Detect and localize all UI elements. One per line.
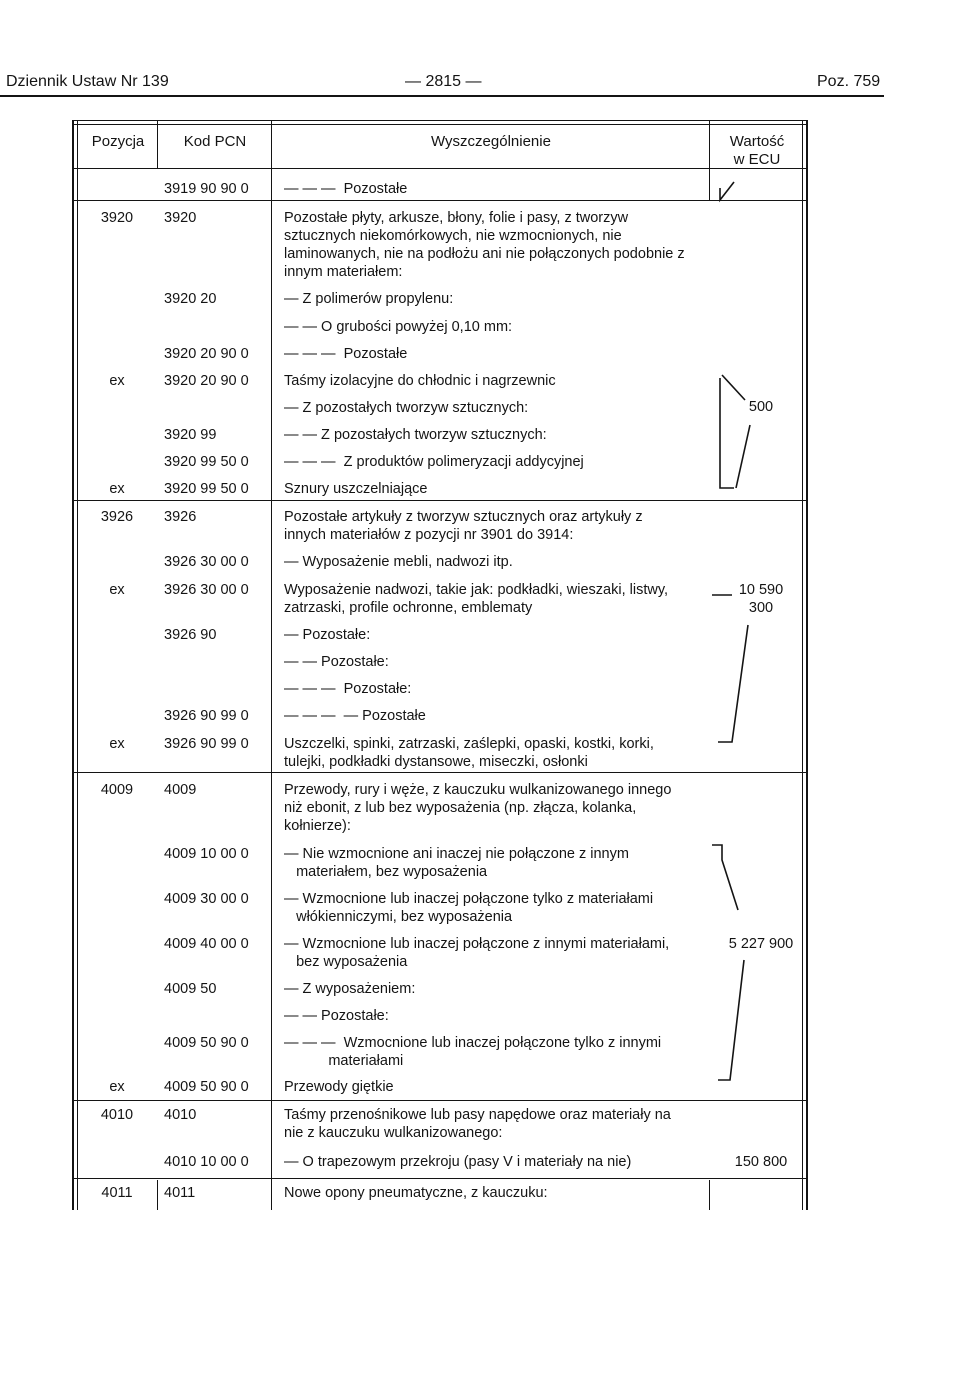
row-pozycja: ex <box>109 736 125 752</box>
row-kod: 4009 50 90 0 <box>164 1079 249 1095</box>
row-pozycja: 3926 <box>100 509 134 525</box>
row-kod: 3926 30 00 0 <box>164 554 249 570</box>
row-kod: 3920 20 <box>164 291 217 307</box>
row-kod: 4009 40 00 0 <box>164 936 249 952</box>
row-kod: 3926 <box>164 509 197 525</box>
row-pozycja: ex <box>109 582 125 598</box>
bracket-slash-b <box>736 425 750 488</box>
row-kod: 3920 99 50 0 <box>164 454 249 470</box>
column-header-wartosc: Wartość w ECU <box>729 133 785 168</box>
row-opis: — Nie wzmocnione ani inaczej nie połączone z innym materiałem, bez wyposażenia <box>284 846 629 880</box>
row-pozycja: ex <box>109 1079 125 1095</box>
row-opis: — Z polimerów propylenu: <box>284 291 454 307</box>
row-opis: — — Z pozostałych tworzyw sztucznych: <box>284 427 547 443</box>
row-pozycja: 4011 <box>101 1185 133 1201</box>
row-kod: 3926 90 99 0 <box>164 708 249 724</box>
row-opis: — — — Pozostałe <box>284 346 408 362</box>
value-ecu: 500 <box>748 399 774 415</box>
row-kod: 4010 <box>164 1107 197 1123</box>
row-kod: 3920 20 90 0 <box>164 373 249 389</box>
row-kod: 4009 30 00 0 <box>164 891 249 907</box>
row-pozycja: 4009 <box>100 782 134 798</box>
header-rule <box>0 95 884 97</box>
row-separator-4 <box>72 1100 808 1101</box>
row-separator-3 <box>72 772 808 773</box>
frame-top <box>72 120 808 121</box>
row-opis: Taśmy izolacyjne do chłodnic i nagrzewnic <box>284 373 556 389</box>
row-separator-5 <box>72 1178 808 1179</box>
row-pozycja: ex <box>109 373 125 389</box>
frame-left-inner <box>77 120 78 1210</box>
value-ecu: 5 227 900 <box>728 936 794 952</box>
row-kod: 3920 <box>164 210 197 226</box>
row-opis: — Wzmocnione lub inaczej połączone tylko z materiałami włókienniczymi, bez wyposażenia <box>284 891 654 925</box>
head-separator <box>72 168 808 169</box>
row-opis: Sznury uszczelniające <box>284 481 428 497</box>
divider-kod <box>271 120 272 1210</box>
journal-title: Dziennik Ustaw Nr 139 <box>6 73 169 90</box>
row-pozycja: 4010 <box>100 1107 134 1123</box>
bracket-mark-1 <box>720 182 734 200</box>
row-opis: Przewody, rury i węże, z kauczuku wulkanizowanego innego niż ebonit, z lub bez wyposażenia (np. złącza, kolanka, kołnierze): <box>284 782 672 834</box>
row-opis: Taśmy przenośnikowe lub pasy napędowe oraz materiały na nie z kauczuku wulkanizowanego: <box>284 1107 671 1141</box>
row-kod: 4009 50 <box>164 981 217 997</box>
row-kod: 4009 50 90 0 <box>164 1035 249 1051</box>
row-separator-2 <box>72 500 808 501</box>
row-kod: 3919 90 90 0 <box>164 181 249 197</box>
column-header-pozycja: Pozycja <box>91 133 145 150</box>
row-opis: — Z pozostałych tworzyw sztucznych: <box>284 400 529 416</box>
bracket-slash-a <box>722 375 745 400</box>
frame-right-inner <box>802 120 803 1210</box>
value-ecu: 150 800 <box>734 1154 788 1170</box>
row-opis: — — — Wzmocnione lub inaczej połączone tylko z innymi materiałami <box>284 1035 662 1069</box>
row-pozycja: ex <box>109 481 125 497</box>
bracket-top-e <box>712 845 738 910</box>
frame-right-outer <box>806 120 808 1210</box>
row-kod: 3920 99 50 0 <box>164 481 249 497</box>
row-opis: Pozostałe płyty, arkusze, błony, folie i pasy, z tworzyw sztucznych niekomórkowych, nie wzmocnionych, nie laminowanych, nie na podłożu ani nie połączonych podobnie z innym materiałem: <box>284 210 685 280</box>
frame-left-outer <box>72 120 74 1210</box>
row-opis: Pozostałe artykuły z tworzyw sztucznych oraz artykuły z innych materiałów z pozycji nr 3901 do 3914: <box>284 509 643 543</box>
bracket-bottom-e <box>718 960 744 1080</box>
row-opis: — Wzmocnione lub inaczej połączone z innymi materiałami, bez wyposażenia <box>284 936 670 970</box>
row-kod: 3926 90 <box>164 627 217 643</box>
row-opis: — O trapezowym przekroju (pasy V i materiały na nie) <box>284 1154 632 1170</box>
row-opis: — — Pozostałe: <box>284 654 389 670</box>
row-opis: — — Pozostałe: <box>284 1008 389 1024</box>
row-opis: Nowe opony pneumatyczne, z kauczuku: <box>284 1185 548 1201</box>
frame-top-double <box>72 124 808 125</box>
bracket-left-a <box>720 378 734 488</box>
row-pozycja: 3920 <box>100 210 134 226</box>
row-kod: 3920 20 90 0 <box>164 346 249 362</box>
divider-poz-head <box>157 120 158 168</box>
row-opis: — — — Pozostałe: <box>284 681 412 697</box>
row-opis: — — — Z produktów polimeryzacji addycyjnej <box>284 454 584 470</box>
grouping-brackets <box>700 170 800 1130</box>
divider-poz-foot <box>157 1180 158 1210</box>
row-kod: 3926 30 00 0 <box>164 582 249 598</box>
row-kod: 3926 90 99 0 <box>164 736 249 752</box>
position-number: Poz. 759 <box>817 73 881 90</box>
row-separator-1 <box>72 200 808 201</box>
page-number: — 2815 — <box>405 73 482 90</box>
row-opis: — — O grubości powyżej 0,10 mm: <box>284 319 513 335</box>
row-kod: 3920 99 <box>164 427 217 443</box>
row-kod: 4010 10 00 0 <box>164 1154 249 1170</box>
bracket-slash-d <box>718 625 748 742</box>
value-ecu: 10 590 300 <box>738 582 784 616</box>
row-opis: — Z wyposażeniem: <box>284 981 416 997</box>
row-opis: Uszczelki, spinki, zatrzaski, zaślepki, opaski, kostki, korki, tulejki, podkładki dystansowe, miseczki, osłonki <box>284 736 654 770</box>
row-kod: 4009 10 00 0 <box>164 846 249 862</box>
row-opis: — Pozostałe: <box>284 627 371 643</box>
row-opis: — — — — Pozostałe <box>284 708 426 724</box>
row-kod: 4009 <box>164 782 197 798</box>
row-kod: 4011 <box>164 1185 196 1201</box>
row-opis: — Wyposażenie mebli, nadwozi itp. <box>284 554 513 570</box>
column-header-opis: Wyszczególnienie <box>431 133 551 150</box>
row-opis: Wyposażenie nadwozi, takie jak: podkładki, wieszaki, listwy, zatrzaski, profile ochronne, emblematy <box>284 582 669 616</box>
column-header-kod: Kod PCN <box>183 133 247 150</box>
row-opis: — — — Pozostałe <box>284 181 408 197</box>
row-opis: Przewody giętkie <box>284 1079 394 1095</box>
